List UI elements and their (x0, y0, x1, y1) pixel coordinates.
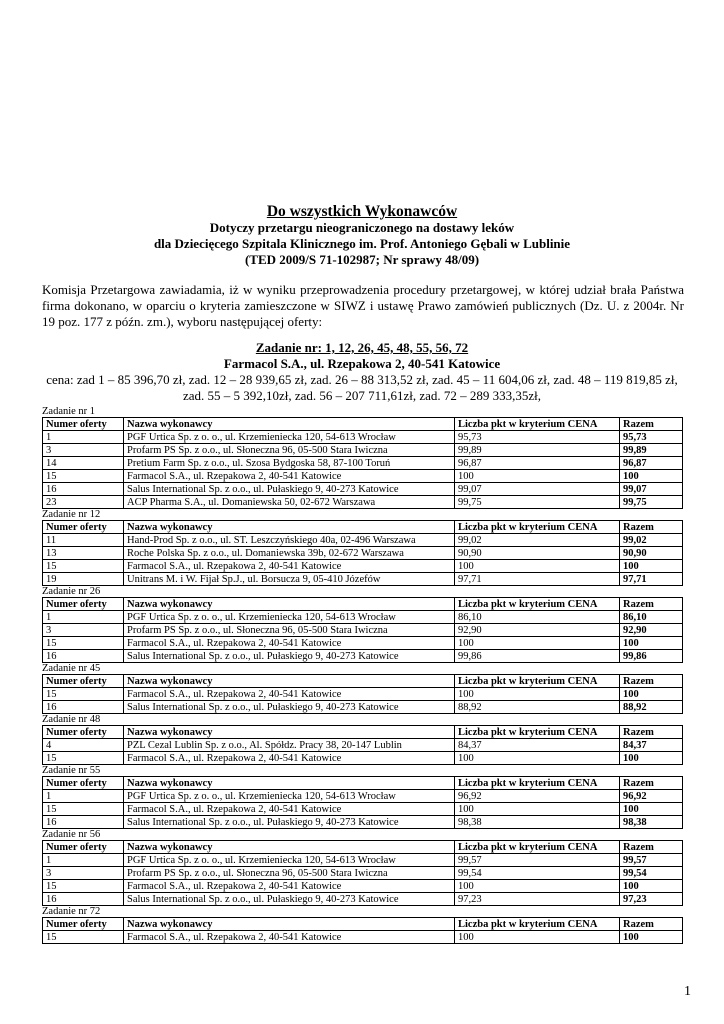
results-table (42, 840, 683, 906)
subtitle-line: dla Dziecięcego Szpitala Klinicznego im. Prof. Antoniego Gębali w Lublinie (153, 236, 571, 251)
table-header-row (43, 418, 683, 431)
contractor-name: Hand-Prod Sp. z o.o., ul. ST. Leszczyńskiego 40a, 02-496 Warszawa (124, 534, 455, 547)
contractor-name: Profarm PS Sp. z o.o., ul. Słoneczna 96, 05-500 Stara Iwiczna (124, 444, 455, 457)
award-section (0, 340, 724, 404)
award-company: Farmacol S.A., ul. Rzepakowa 2, 40-541 Katowice (223, 356, 501, 371)
table-row (43, 483, 683, 496)
zadanie-label: Zadanie nr 26 (42, 586, 101, 597)
contractor-name: Salus International Sp. z o.o., ul. Pułaskiego 9, 40-273 Katowice (124, 483, 455, 496)
column-header: Razem (620, 777, 683, 790)
total-points: 100 (620, 470, 683, 483)
column-header: Liczba pkt w kryterium CENA (455, 726, 620, 739)
contractor-name: Pretium Farm Sp. z o.o., ul. Szosa Bydgoska 58, 87-100 Toruń (124, 457, 455, 470)
total-points: 99,57 (620, 854, 683, 867)
price-points: 100 (455, 688, 620, 701)
price-points: 100 (455, 470, 620, 483)
offer-number: 16 (43, 701, 124, 714)
table-header-row (43, 726, 683, 739)
column-header: Razem (620, 598, 683, 611)
table-row (43, 867, 683, 880)
table-header-row (43, 675, 683, 688)
subtitle (0, 220, 724, 268)
price-points: 98,38 (455, 816, 620, 829)
offer-number: 14 (43, 457, 124, 470)
column-header: Nazwa wykonawcy (124, 777, 455, 790)
price-points: 100 (455, 560, 620, 573)
offer-number: 16 (43, 650, 124, 663)
offer-number: 15 (43, 752, 124, 765)
offer-number: 15 (43, 931, 124, 944)
table-row (43, 816, 683, 829)
price-points: 95,73 (455, 431, 620, 444)
table-header-row (43, 918, 683, 931)
contractor-name: Profarm PS Sp. z o.o., ul. Słoneczna 96, 05-500 Stara Iwiczna (124, 624, 455, 637)
table-row (43, 803, 683, 816)
column-header: Nazwa wykonawcy (124, 841, 455, 854)
contractor-name: Farmacol S.A., ul. Rzepakowa 2, 40-541 Katowice (124, 637, 455, 650)
total-points: 100 (620, 560, 683, 573)
price-points: 99,75 (455, 496, 620, 509)
total-points: 98,38 (620, 816, 683, 829)
price-points: 100 (455, 752, 620, 765)
price-points: 96,92 (455, 790, 620, 803)
contractor-name: Roche Polska Sp. z o.o., ul. Domaniewska 39b, 02-672 Warszawa (124, 547, 455, 560)
total-points: 100 (620, 931, 683, 944)
offer-number: 1 (43, 854, 124, 867)
column-header: Numer oferty (43, 777, 124, 790)
total-points: 99,86 (620, 650, 683, 663)
contractor-name: PZL Cezal Lublin Sp. z o.o., Al. Spółdz. Pracy 38, 20-147 Lublin (124, 739, 455, 752)
table-header-row (43, 841, 683, 854)
column-header: Liczba pkt w kryterium CENA (455, 841, 620, 854)
table-row (43, 854, 683, 867)
offer-number: 1 (43, 790, 124, 803)
contractor-name: Unitrans M. i W. Fijał Sp.J., ul. Borsucza 9, 05-410 Józefów (124, 573, 455, 586)
total-points: 97,71 (620, 573, 683, 586)
price-points: 99,07 (455, 483, 620, 496)
column-header: Liczba pkt w kryterium CENA (455, 418, 620, 431)
contractor-name: Salus International Sp. z o.o., ul. Pułaskiego 9, 40-273 Katowice (124, 893, 455, 906)
results-table (42, 725, 683, 765)
table-row (43, 752, 683, 765)
table-row (43, 650, 683, 663)
table-header-row (43, 777, 683, 790)
contractor-name: Farmacol S.A., ul. Rzepakowa 2, 40-541 Katowice (124, 931, 455, 944)
offer-number: 13 (43, 547, 124, 560)
zadanie-label: Zadanie nr 12 (42, 509, 101, 520)
offer-number: 3 (43, 624, 124, 637)
offer-number: 1 (43, 431, 124, 444)
contractor-name: Salus International Sp. z o.o., ul. Pułaskiego 9, 40-273 Katowice (124, 816, 455, 829)
table-row (43, 880, 683, 893)
table-row (43, 560, 683, 573)
offer-number: 15 (43, 560, 124, 573)
intro-paragraph: Komisja Przetargowa zawiadamia, iż w wyniku przeprowadzenia procedury przetargowej, w której udział brała Państwa firma dokonano, w oparciu o kryteria zamieszczone w SIWZ i ustawę Prawo zamówień publicznych (Dz. U. z 2004r. Nr 19 poz. 177 z późn. zm.), wyboru następującej oferty: (42, 282, 684, 329)
contractor-name: PGF Urtica Sp. z o. o., ul. Krzemieniecka 120, 54-613 Wrocław (124, 431, 455, 444)
column-header: Razem (620, 841, 683, 854)
column-header: Razem (620, 675, 683, 688)
total-points: 100 (620, 637, 683, 650)
total-points: 100 (620, 752, 683, 765)
contractor-name: Farmacol S.A., ul. Rzepakowa 2, 40-541 Katowice (124, 880, 455, 893)
zadanie-label: Zadanie nr 1 (42, 406, 96, 417)
table-row (43, 547, 683, 560)
table-row (43, 611, 683, 624)
zadanie-label: Zadanie nr 48 (42, 714, 101, 725)
price-points: 99,86 (455, 650, 620, 663)
contractor-name: Farmacol S.A., ul. Rzepakowa 2, 40-541 Katowice (124, 688, 455, 701)
column-header: Nazwa wykonawcy (124, 918, 455, 931)
column-header: Razem (620, 918, 683, 931)
results-table (42, 917, 683, 944)
total-points: 99,07 (620, 483, 683, 496)
award-price: cena: zad 1 – 85 396,70 zł, zad. 12 – 28 939,65 zł, zad. 26 – 88 313,52 zł, zad. 45 – 11 604,06 zł, zad. 48 – 119 819,85 zł, zad. 55 – 5 392,10zł, zad. 56 – 207 711,61zł, zad. 72 – 289 333,35zł, (46, 372, 678, 403)
offer-number: 3 (43, 867, 124, 880)
price-points: 100 (455, 931, 620, 944)
results-tables (42, 406, 682, 944)
total-points: 99,54 (620, 867, 683, 880)
column-header: Liczba pkt w kryterium CENA (455, 521, 620, 534)
contractor-name: PGF Urtica Sp. z o. o., ul. Krzemieniecka 120, 54-613 Wrocław (124, 854, 455, 867)
table-row (43, 457, 683, 470)
table-row (43, 431, 683, 444)
column-header: Numer oferty (43, 918, 124, 931)
offer-number: 23 (43, 496, 124, 509)
offer-number: 11 (43, 534, 124, 547)
offer-number: 16 (43, 893, 124, 906)
subtitle-line: Dotyczy przetargu nieograniczonego na dostawy leków (209, 220, 515, 235)
total-points: 88,92 (620, 701, 683, 714)
total-points: 99,75 (620, 496, 683, 509)
column-header: Nazwa wykonawcy (124, 598, 455, 611)
price-points: 88,92 (455, 701, 620, 714)
table-row (43, 534, 683, 547)
offer-number: 15 (43, 803, 124, 816)
column-header: Liczba pkt w kryterium CENA (455, 675, 620, 688)
column-header: Numer oferty (43, 675, 124, 688)
offer-number: 15 (43, 880, 124, 893)
price-points: 99,54 (455, 867, 620, 880)
total-points: 86,10 (620, 611, 683, 624)
column-header: Razem (620, 726, 683, 739)
column-header: Liczba pkt w kryterium CENA (455, 918, 620, 931)
total-points: 100 (620, 880, 683, 893)
table-row (43, 470, 683, 483)
contractor-name: Farmacol S.A., ul. Rzepakowa 2, 40-541 Katowice (124, 470, 455, 483)
offer-number: 3 (43, 444, 124, 457)
price-points: 86,10 (455, 611, 620, 624)
results-table (42, 417, 683, 509)
column-header: Numer oferty (43, 521, 124, 534)
column-header: Liczba pkt w kryterium CENA (455, 598, 620, 611)
total-points: 100 (620, 803, 683, 816)
table-row (43, 893, 683, 906)
price-points: 100 (455, 803, 620, 816)
offer-number: 1 (43, 611, 124, 624)
table-row (43, 701, 683, 714)
table-row (43, 444, 683, 457)
offer-number: 15 (43, 688, 124, 701)
table-row (43, 739, 683, 752)
total-points: 92,90 (620, 624, 683, 637)
contractor-name: PGF Urtica Sp. z o. o., ul. Krzemieniecka 120, 54-613 Wrocław (124, 611, 455, 624)
award-zadanie: Zadanie nr: 1, 12, 26, 45, 48, 55, 56, 72 (255, 340, 469, 355)
offer-number: 15 (43, 637, 124, 650)
page-title: Do wszystkich Wykonawców (266, 203, 458, 220)
table-row (43, 496, 683, 509)
column-header: Razem (620, 521, 683, 534)
column-header: Numer oferty (43, 418, 124, 431)
table-row (43, 573, 683, 586)
contractor-name: Salus International Sp. z o.o., ul. Pułaskiego 9, 40-273 Katowice (124, 701, 455, 714)
total-points: 95,73 (620, 431, 683, 444)
table-row (43, 637, 683, 650)
total-points: 99,89 (620, 444, 683, 457)
table-row (43, 688, 683, 701)
column-header: Numer oferty (43, 598, 124, 611)
results-table (42, 597, 683, 663)
column-header: Numer oferty (43, 841, 124, 854)
table-row (43, 790, 683, 803)
results-table (42, 776, 683, 829)
table-row (43, 624, 683, 637)
table-header-row (43, 598, 683, 611)
offer-number: 15 (43, 470, 124, 483)
price-points: 96,87 (455, 457, 620, 470)
page-number: 1 (684, 984, 691, 999)
price-points: 90,90 (455, 547, 620, 560)
column-header: Liczba pkt w kryterium CENA (455, 777, 620, 790)
total-points: 97,23 (620, 893, 683, 906)
total-points: 96,92 (620, 790, 683, 803)
price-points: 100 (455, 637, 620, 650)
subtitle-line: (TED 2009/S 71-102987; Nr sprawy 48/09) (244, 252, 480, 267)
total-points: 96,87 (620, 457, 683, 470)
column-header: Razem (620, 418, 683, 431)
zadanie-label: Zadanie nr 55 (42, 765, 101, 776)
zadanie-label: Zadanie nr 45 (42, 663, 101, 674)
table-header-row (43, 521, 683, 534)
offer-number: 16 (43, 816, 124, 829)
zadanie-label: Zadanie nr 72 (42, 906, 101, 917)
column-header: Nazwa wykonawcy (124, 418, 455, 431)
total-points: 99,02 (620, 534, 683, 547)
price-points: 84,37 (455, 739, 620, 752)
total-points: 90,90 (620, 547, 683, 560)
column-header: Nazwa wykonawcy (124, 521, 455, 534)
contractor-name: Farmacol S.A., ul. Rzepakowa 2, 40-541 Katowice (124, 560, 455, 573)
contractor-name: Salus International Sp. z o.o., ul. Pułaskiego 9, 40-273 Katowice (124, 650, 455, 663)
total-points: 84,37 (620, 739, 683, 752)
results-table (42, 674, 683, 714)
column-header: Nazwa wykonawcy (124, 726, 455, 739)
contractor-name: Farmacol S.A., ul. Rzepakowa 2, 40-541 Katowice (124, 803, 455, 816)
contractor-name: Farmacol S.A., ul. Rzepakowa 2, 40-541 Katowice (124, 752, 455, 765)
table-row (43, 931, 683, 944)
price-points: 99,57 (455, 854, 620, 867)
column-header: Numer oferty (43, 726, 124, 739)
column-header: Nazwa wykonawcy (124, 675, 455, 688)
contractor-name: ACP Pharma S.A., ul. Domaniewska 50, 02-672 Warszawa (124, 496, 455, 509)
price-points: 97,23 (455, 893, 620, 906)
price-points: 99,02 (455, 534, 620, 547)
total-points: 100 (620, 688, 683, 701)
contractor-name: PGF Urtica Sp. z o. o., ul. Krzemieniecka 120, 54-613 Wrocław (124, 790, 455, 803)
price-points: 99,89 (455, 444, 620, 457)
zadanie-label: Zadanie nr 56 (42, 829, 101, 840)
offer-number: 16 (43, 483, 124, 496)
contractor-name: Profarm PS Sp. z o.o., ul. Słoneczna 96, 05-500 Stara Iwiczna (124, 867, 455, 880)
price-points: 97,71 (455, 573, 620, 586)
offer-number: 4 (43, 739, 124, 752)
results-table (42, 520, 683, 586)
offer-number: 19 (43, 573, 124, 586)
price-points: 100 (455, 880, 620, 893)
price-points: 92,90 (455, 624, 620, 637)
